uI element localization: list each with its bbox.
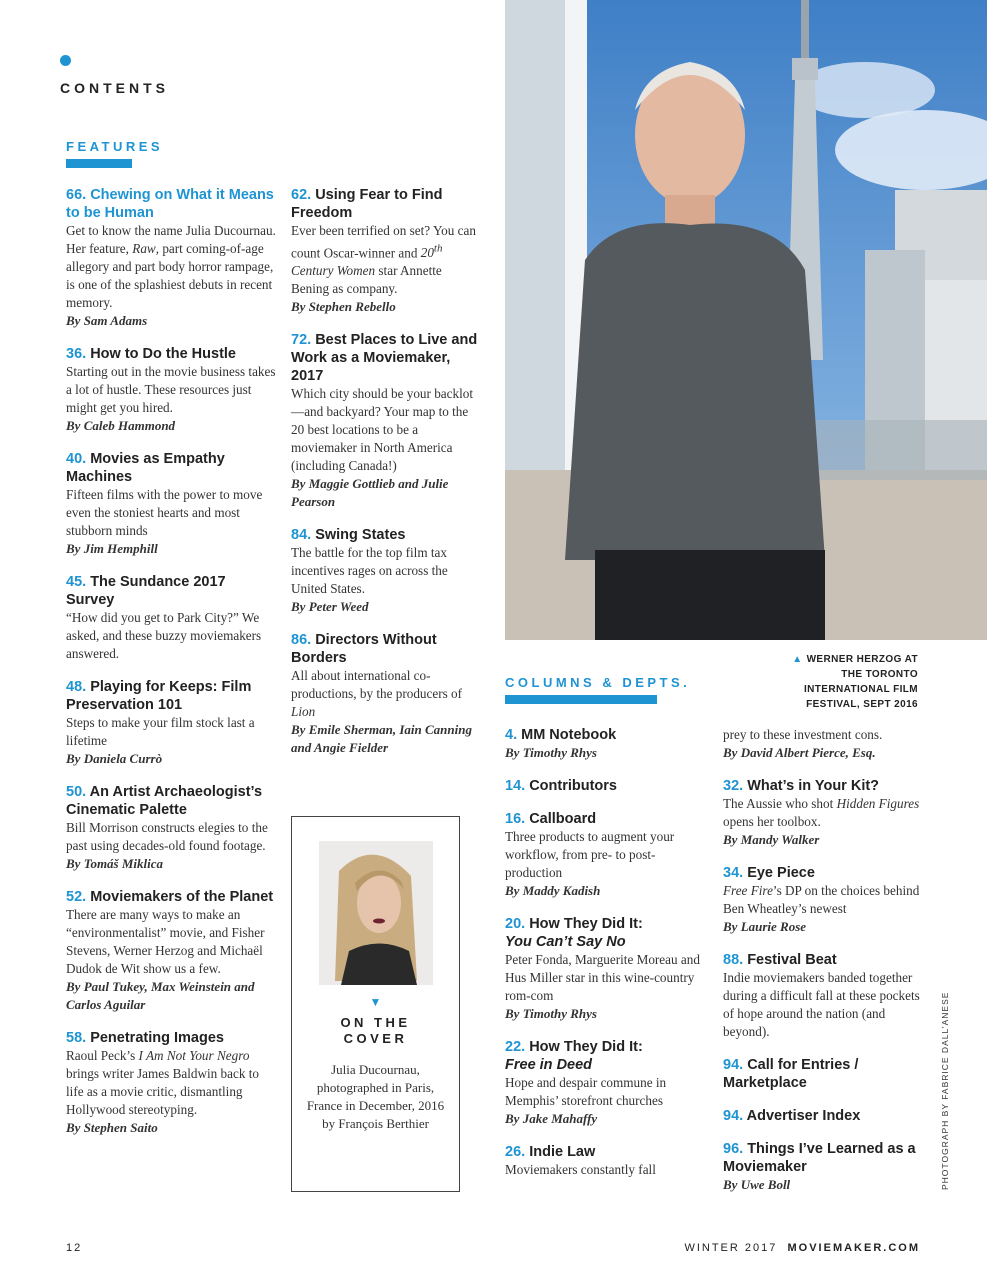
entry-title [505, 1143, 705, 1161]
entry-title [505, 1038, 705, 1056]
entry-description: Bill Morrison constructs elegies to the past using decades-old found footage. [66, 820, 268, 853]
page-title: CONTENTS [60, 80, 169, 96]
page-ref: 84. [291, 527, 312, 544]
entry-title [66, 450, 276, 486]
page-ref: 94. [723, 1108, 744, 1124]
entry-byline: By Daniela Currò [66, 751, 163, 766]
entry-description: Indie moviemakers banded together during a difficult fall at these pockets of hope around the nation (and beyond). [723, 970, 920, 1039]
entry-description: The battle for the top film tax incentives rages on across the United States. [291, 545, 448, 597]
page-ref: 20. [505, 916, 526, 932]
entry-byline: By Stephen Saito [66, 1120, 158, 1135]
feature-entry [291, 331, 481, 511]
entry-description: prey to these investment cons. [723, 727, 883, 742]
page-ref: 4. [505, 727, 518, 743]
columns-column-1 [505, 726, 705, 1194]
entry-description: The Aussie who shot Hidden Figures opens her toolbox. [723, 796, 920, 829]
entry-title-text: Best Places to Live and Work as a Moviemaker, 2017 [291, 332, 478, 385]
entry-description: Free Fire’s DP on the choices behind Ben Wheatley’s newest [723, 883, 920, 916]
feature-entry [291, 526, 481, 616]
dept-entry [723, 951, 923, 1041]
page-ref: 26. [505, 1144, 526, 1160]
entry-title [723, 777, 923, 795]
entry-title [291, 331, 481, 385]
feature-entry [66, 1029, 276, 1137]
entry-title [66, 888, 276, 906]
page-ref: 40. [66, 451, 87, 467]
page-ref: 58. [66, 1030, 87, 1046]
entry-byline: By Timothy Rhys [505, 745, 597, 760]
entry-byline: By Maddy Kadish [505, 883, 601, 898]
entry-description: Three products to augment your workflow, from pre- to post-production [505, 829, 675, 880]
entry-description: There are many ways to make an “environmentalist” movie, and Fisher Stevens, Werner Herzog and Michaël Dudok de Wit show us a few. [66, 907, 265, 976]
entry-title [291, 186, 481, 222]
entry-description: Steps to make your film stock last a lifetime [66, 715, 255, 748]
entry-description: Hope and despair commune in Memphis’ storefront churches [505, 1075, 667, 1108]
dept-entry [505, 915, 705, 1023]
dept-entry [505, 1038, 705, 1128]
entry-description: Which city should be your backlot—and backyard? Your map to the 20 best locations to be a moviemaker in North America (including Canada!) [291, 386, 474, 474]
entry-description: “How did you get to Park City?” We asked, and these buzzy moviemakers answered. [66, 610, 262, 661]
caret-down-icon: ▼ [369, 995, 382, 1009]
entry-title-text: How They Did It: [525, 1039, 643, 1055]
entry-title [723, 1140, 923, 1176]
entry-title-text: Movies as Empathy Machines [66, 451, 225, 485]
features-column-2 [291, 186, 481, 772]
entry-title [505, 726, 705, 744]
features-heading-bar [66, 159, 132, 168]
entry-byline: By Maggie Gottlieb and Julie Pearson [291, 476, 449, 510]
entry-byline: By Tomáš Miklica [66, 856, 164, 871]
entry-title-text: Swing States [311, 527, 406, 544]
photo-credit: PHOTOGRAPH BY FABRICE DALL’ANESE [940, 991, 950, 1190]
entry-title [291, 526, 481, 544]
entry-title-text: MM Notebook [517, 727, 617, 743]
dept-entry [723, 864, 923, 936]
footer-issue: WINTER 2017 [684, 1242, 778, 1254]
dept-entry [505, 810, 705, 900]
entry-title-text: Penetrating Images [86, 1030, 224, 1046]
entry-title [505, 777, 705, 795]
entry-description: All about international co-productions, by the producers of Lion [291, 668, 463, 720]
entry-title [723, 864, 923, 882]
entry-byline: By David Albert Pierce, Esq. [723, 745, 876, 760]
entry-title [66, 678, 276, 714]
entry-title-text: Contributors [525, 778, 617, 794]
page-ref: 32. [723, 778, 744, 794]
page-ref: 50. [66, 784, 87, 800]
features-heading: FEATURES [66, 139, 164, 154]
features-column-1 [66, 186, 276, 1152]
photo-caption-text: WERNER HERZOG AT THE TORONTO INTERNATIONAL FILM FESTIVAL, SEPT 2016 [803, 654, 918, 710]
feature-entry [66, 783, 276, 873]
page-ref: 96. [723, 1141, 744, 1157]
columns-heading-bar [505, 695, 657, 704]
page-ref: 88. [723, 952, 744, 968]
entry-title [505, 810, 705, 828]
entry-byline: By Uwe Boll [723, 1177, 791, 1192]
entry-title [505, 915, 705, 933]
page-number: 12 [66, 1242, 83, 1254]
entry-title [723, 1107, 923, 1125]
dept-entry [505, 726, 705, 762]
entry-title [66, 186, 276, 222]
entry-description: Raoul Peck’s I Am Not Your Negro brings writer James Baldwin back to life as a movie critic, dismantling Hollywood stereotyping. [66, 1048, 260, 1117]
page-ref: 22. [505, 1039, 526, 1055]
feature-entry [66, 186, 276, 330]
entry-subtitle: Free in Deed [505, 1057, 593, 1073]
feature-entry [66, 345, 276, 435]
entry-byline: By Emile Sherman, Iain Canning and Angie Fielder [291, 722, 472, 756]
entry-description: Fifteen films with the power to move even the stoniest hearts and most stubborn minds [66, 487, 263, 538]
feature-entry [291, 186, 481, 316]
entry-title [291, 631, 481, 667]
feature-entry [66, 678, 276, 768]
entry-title-text: Indie Law [525, 1144, 596, 1160]
entry-byline: By Laurie Rose [723, 919, 807, 934]
page-ref: 16. [505, 811, 526, 827]
footer-site: MOVIEMAKER.COM [787, 1242, 920, 1254]
page-ref: 72. [291, 332, 312, 349]
entry-title [66, 783, 276, 819]
page-ref: 14. [505, 778, 526, 794]
entry-byline: By Stephen Rebello [291, 299, 396, 315]
entry-byline: By Caleb Hammond [66, 418, 176, 433]
dept-entry [723, 1107, 923, 1125]
dept-entry [505, 1143, 705, 1179]
entry-byline: By Jake Mahaffy [505, 1111, 598, 1126]
page-ref: 48. [66, 679, 87, 695]
entry-title-text: Advertiser Index [743, 1108, 861, 1124]
entry-title-text: Playing for Keeps: Film Preservation 101 [66, 679, 252, 713]
cover-heading: ON THE COVER [340, 1015, 411, 1046]
herzog-photo [505, 0, 987, 640]
entry-title-text: Chewing on What it Means to be Human [66, 187, 274, 221]
entry-description: Moviemakers constantly fall [505, 1162, 656, 1177]
entry-title-text: Call for Entries / Marketplace [723, 1057, 859, 1091]
accent-dot [60, 55, 71, 66]
entry-title [66, 573, 276, 609]
entry-title-text: An Artist Archaeologist’s Cinematic Palette [66, 784, 263, 818]
entry-description: Peter Fonda, Marguerite Moreau and Hus Miller star in this wine-country rom-com [505, 952, 700, 1003]
entry-title-text: What’s in Your Kit? [743, 778, 880, 794]
entry-title-text: Festival Beat [743, 952, 837, 968]
entry-description: Ever been terrified on set? You can count Oscar-winner and 20th Century Women star Annette Bening as company. [291, 223, 476, 297]
page-ref: 34. [723, 865, 744, 881]
feature-entry [66, 450, 276, 558]
dept-entry [723, 1140, 923, 1194]
on-the-cover-box [291, 816, 460, 1192]
columns-heading: COLUMNS & DEPTS. [505, 675, 691, 690]
entry-title-text: Eye Piece [743, 865, 815, 881]
entry-title-text: How They Did It: [525, 916, 643, 932]
photo-caption [778, 652, 918, 712]
entry-title-text: Moviemakers of the Planet [86, 889, 274, 905]
entry-title-text: The Sundance 2017 Survey [66, 574, 226, 608]
entry-byline: By Sam Adams [66, 313, 148, 328]
entry-byline: By Mandy Walker [723, 832, 820, 847]
entry-title [723, 1056, 923, 1092]
entry-title-text: Using Fear to Find Freedom [291, 187, 443, 221]
page-ref: 94. [723, 1057, 744, 1073]
entry-title-text: Callboard [525, 811, 597, 827]
dept-entry [723, 1056, 923, 1092]
dept-entry [505, 777, 705, 795]
feature-entry [291, 631, 481, 757]
columns-column-2 [723, 726, 923, 1209]
cover-caption: Julia Ducournau, photographed in Paris, France in December, 2016 by François Berthier [306, 1062, 445, 1131]
dept-entry [723, 726, 923, 762]
page-ref: 86. [291, 632, 312, 649]
page-ref: 66. [66, 187, 87, 203]
entry-title [66, 345, 276, 363]
entry-title [66, 1029, 276, 1047]
cover-portrait [319, 841, 433, 985]
entry-byline: By Timothy Rhys [505, 1006, 597, 1021]
entry-title-text: Things I’ve Learned as a Moviemaker [723, 1141, 916, 1175]
feature-entry [66, 888, 276, 1014]
page-ref: 62. [291, 187, 312, 203]
entry-subtitle: You Can’t Say No [505, 934, 626, 950]
footer-issue-site [684, 1242, 920, 1254]
entry-byline: By Peter Weed [291, 599, 369, 615]
page-ref: 36. [66, 346, 87, 362]
entry-description: Get to know the name Julia Ducournau. Her feature, Raw, part coming-of-age allegory and part body horror rampage, is one of the splashiest debuts in recent memory. [66, 223, 276, 310]
feature-entry [66, 573, 276, 663]
entry-title-text: Directors Without Borders [291, 632, 437, 667]
page-ref: 52. [66, 889, 87, 905]
entry-description: Starting out in the movie business takes a lot of hustle. These resources just might get you hired. [66, 364, 276, 415]
caret-up-icon: ▲ [792, 654, 803, 665]
entry-byline: By Paul Tukey, Max Weinstein and Carlos Aguilar [66, 979, 255, 1012]
entry-byline: By Jim Hemphill [66, 541, 158, 556]
dept-entry [723, 777, 923, 849]
entry-title-text: How to Do the Hustle [86, 346, 237, 362]
entry-title [723, 951, 923, 969]
page-ref: 45. [66, 574, 87, 590]
